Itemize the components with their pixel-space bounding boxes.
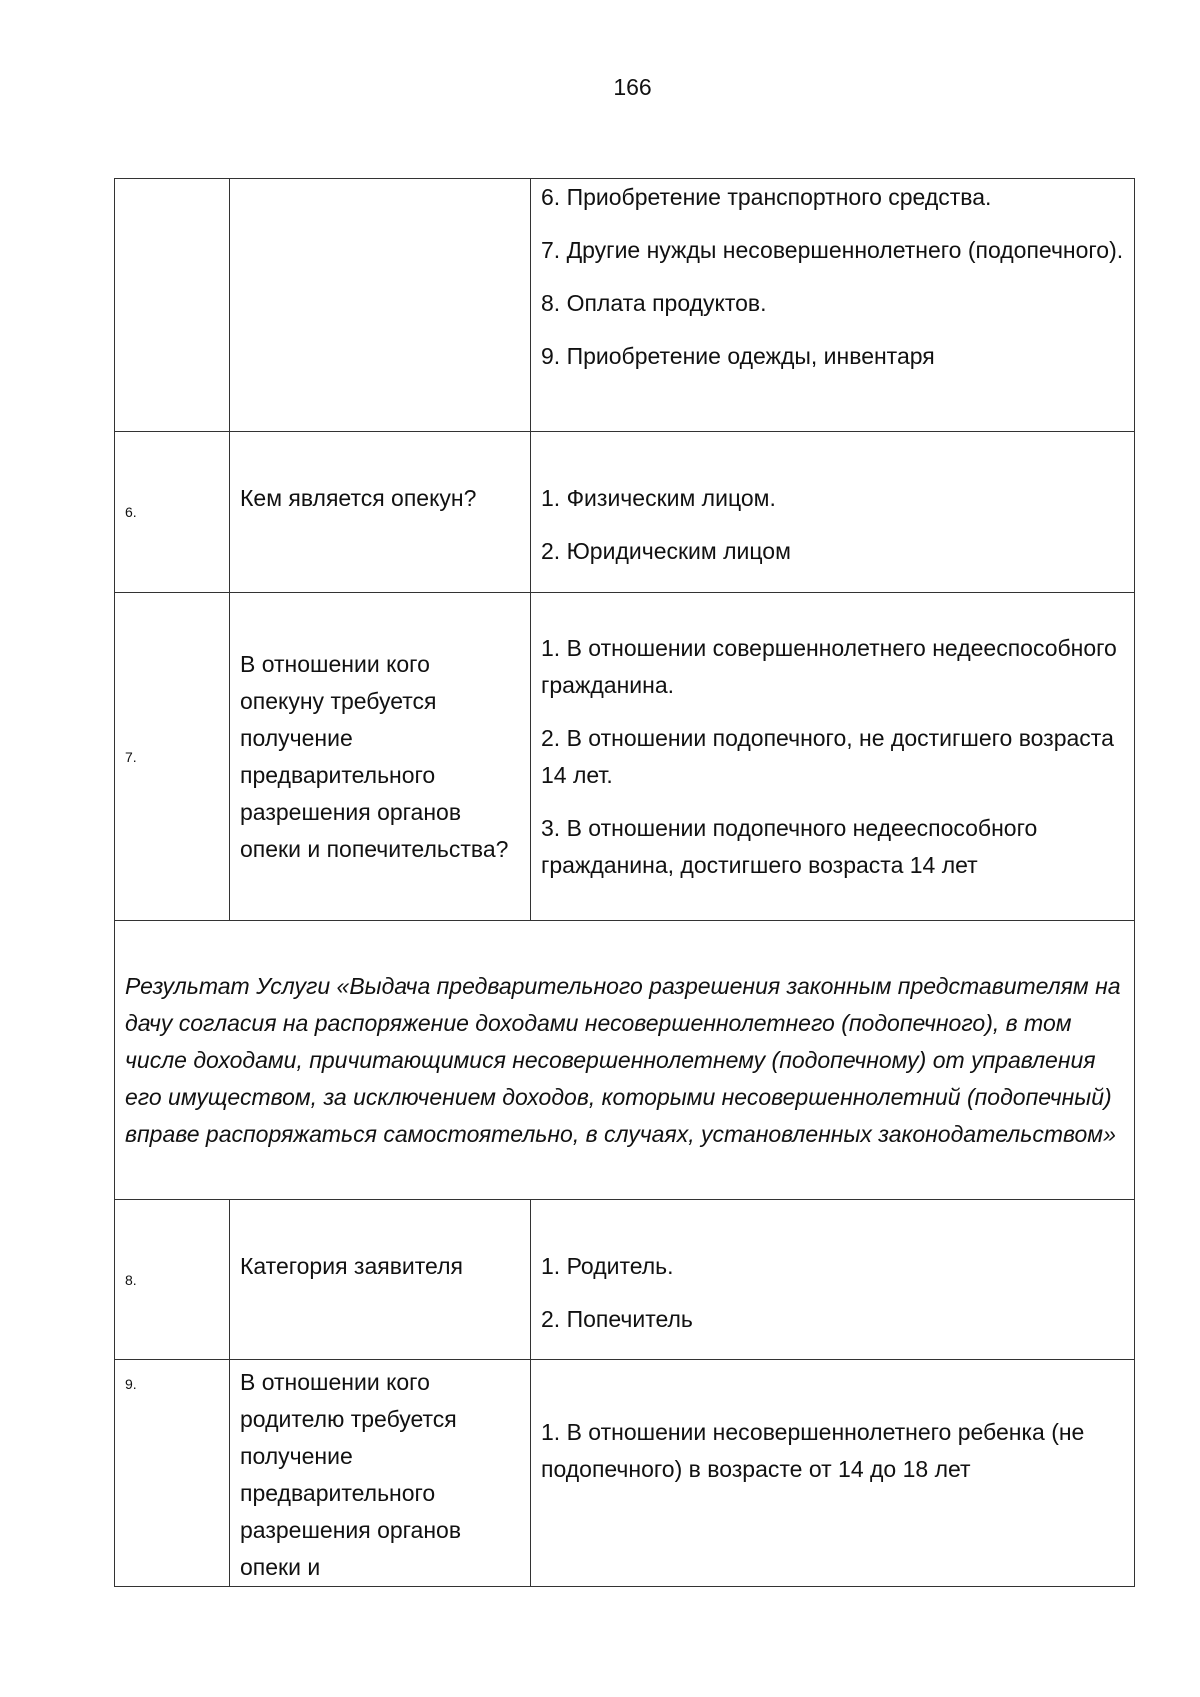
row-number: 7. (115, 593, 230, 921)
option-item: 1. Физическим лицом. (541, 485, 776, 511)
table-row (115, 1200, 1135, 1360)
row-options (531, 1200, 1135, 1360)
row-question-text: Категория заявителя (240, 1253, 463, 1279)
row-question: В отношении кого родителю требуется получение предварительного разрешения органов опеки и (230, 1360, 531, 1587)
table-row (115, 1360, 1135, 1587)
option-item: 1. В отношении несовершеннолетнего ребенка (не подопечного) в возрасте от 14 до 18 лет (541, 1419, 1085, 1482)
option-item: 3. В отношении подопечного недееспособного гражданина, достигшего возраста 14 лет (541, 814, 1038, 878)
option-item: 2. Юридическим лицом (541, 538, 791, 564)
row-options (531, 593, 1135, 921)
option-item: 8. Оплата продуктов. (541, 290, 767, 316)
table-row (115, 593, 1135, 921)
row-question: В отношении кого опекуну требуется получение предварительного разрешения органов опеки и попечительства? (230, 593, 531, 921)
table-row (115, 921, 1135, 1200)
row-question (230, 179, 531, 432)
row-options (531, 179, 1135, 432)
row-question-text: Кем является опекун? (240, 485, 477, 511)
page-number: 166 (613, 74, 652, 100)
row-options (531, 432, 1135, 593)
option-item: 1. Родитель. (541, 1253, 674, 1279)
table-row (115, 179, 1135, 432)
row-number: 8. (115, 1200, 230, 1360)
row-question (230, 432, 531, 593)
table-row (115, 432, 1135, 593)
row-number: 9. (115, 1360, 230, 1587)
row-number (115, 179, 230, 432)
row-options (531, 1360, 1135, 1587)
row-number: 6. (115, 432, 230, 593)
option-item: 2. В отношении подопечного, не достигшего возраста 14 лет. (541, 724, 1114, 788)
result-section-heading: Результат Услуги «Выдача предварительного разрешения законным представителям на дачу согласия на распоряжение доходами несовершеннолетнего (подопечного), в том числе доходами, причитающимися несовершеннолетнему (подопечному) от управления его имуществом, за исключением доходов, которыми несовершеннолетний (подопечный) вправе распоряжаться самостоятельно, в случаях, установленных законодательством» (115, 921, 1135, 1200)
services-table (114, 178, 1135, 1587)
option-item: 7. Другие нужды несовершеннолетнего (подопечного). (541, 237, 1124, 263)
option-item: 9. Приобретение одежды, инвентаря (541, 343, 935, 369)
row-question (230, 1200, 531, 1360)
option-item: 1. В отношении совершеннолетнего недееспособного гражданина. (541, 634, 1117, 698)
option-item: 2. Попечитель (541, 1306, 693, 1332)
option-item: 6. Приобретение транспортного средства. (541, 184, 992, 210)
